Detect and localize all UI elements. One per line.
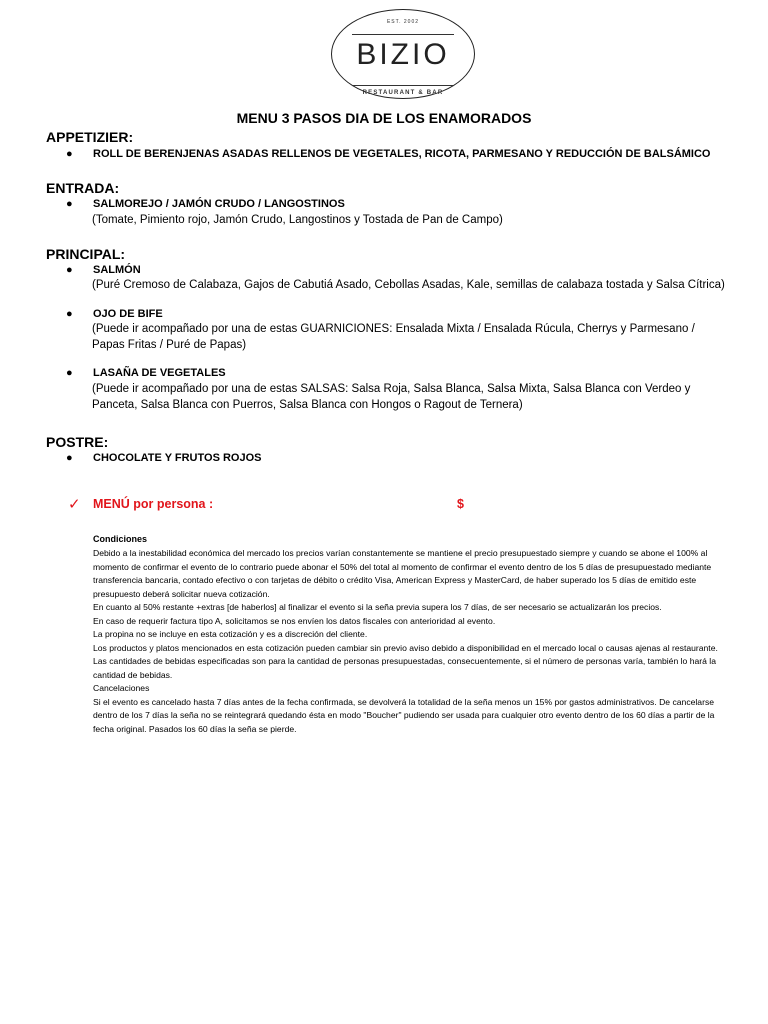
menu-item-description: (Puede ir acompañado por una de estas GUARNICIONES: Ensalada Mixta / Ensalada Rúcula, Cherrys y Parmesano / Papas Fritas / Puré de Papas) [92,323,695,351]
menu-item-description: (Puede ir acompañado por una de estas SALSAS: Salsa Roja, Salsa Blanca, Salsa Mixta, Salsa Blanca con Verdeo y Panceta, Salsa Blanca con Puerros, Salsa Blanca con Hongos o Ragout de Ternera) [92,383,691,411]
logo-divider [352,34,454,35]
bullet: ● [66,148,73,160]
price-currency: $ [457,497,464,511]
logo-subtitle: RESTAURANT & BAR [362,90,444,96]
menu-item-name: ROLL DE BERENJENAS ASADAS RELLENOS DE VEGETALES, RICOTA, PARMESANO Y REDUCCIÓN DE BALSÁMICO [93,148,711,160]
price-label: MENÚ por persona : [93,497,214,511]
section-heading-appetizer: APPETIZIER: [46,129,134,145]
menu-item-description: (Puré Cremoso de Calabaza, Gajos de Cabutiá Asado, Cebollas Asadas, Kale, semillas de calabaza tostada y Salsa Cítrica) [92,279,725,291]
checkmark-icon: ✓ [68,496,81,513]
menu-item-name: SALMOREJO / JAMÓN CRUDO / LANGOSTINOS [93,198,345,210]
page-title: MENU 3 PASOS DIA DE LOS ENAMORADOS [236,110,532,126]
conditions-paragraph: Los productos y platos mencionados en esta cotización pueden cambiar sin previo aviso debido a disponibilidad en el mercado local o causas ajenas al restaurante. Las cantidades de bebidas especificadas son para la cantidad de personas presupuestadas, consecuentemente, si el número de personas varía, también lo hará la cantidad de bebidas. [93,642,718,680]
logo-name: BIZIO [356,38,450,71]
conditions-paragraph: Debido a la inestabilidad económica del mercado los precios varían constantemente se mantiene el precio presupuestado siempre y cuando se abone el 100% al momento de confirmar el evento de lo contrario puede abonar el 50% del total al momento de confirmar el evento dentro de los 5 días de presupuestado mediante transferencia bancaria, contado efectivo o con tarjetas de débito o crédito Visa, American Express y MasterCard, de haber superado los 5 días de emitido este presupuesto deberá solicitar nueva cotización. [93,548,712,599]
menu-item-name: LASAÑA DE VEGETALES [93,367,226,379]
conditions-paragraph: Si el evento es cancelado hasta 7 días antes de la fecha confirmada, se devolverá la totalidad de la seña menos un 15% por gastos administrativos. De cancelarse dentro de los 7 días la seña no se reintegrará quedando ésta en modo "Boucher" pudiendo ser usada para cualquier otro evento dentro de los 60 días a partir de la fecha original. Pasados los 60 días la seña se pierde. [93,696,715,734]
menu-item-description: (Tomate, Pimiento rojo, Jamón Crudo, Langostinos y Tostada de Pan de Campo) [92,214,503,226]
bullet: ● [66,264,73,276]
conditions-paragraph: En caso de requerir factura tipo A, solicitamos se nos envíen los datos fiscales con anterioridad al evento. [93,615,496,626]
section-heading-principal: PRINCIPAL: [46,246,126,262]
menu-item-name: SALMÓN [93,264,141,276]
cancellations-heading: Cancelaciones [93,683,150,693]
bullet: ● [66,308,73,320]
section-heading-postre: POSTRE: [46,434,109,450]
menu-item-name: CHOCOLATE Y FRUTOS ROJOS [93,452,262,464]
conditions-paragraph: La propina no se incluye en esta cotización y es a discreción del cliente. [93,629,368,639]
logo-established: EST. 2002 [386,19,420,25]
menu-item-name: OJO DE BIFE [93,308,163,320]
restaurant-logo [331,9,475,99]
bullet: ● [66,452,73,464]
section-heading-entrada: ENTRADA: [46,180,120,196]
conditions-paragraph: En cuanto al 50% restante +extras [de haberlos] al finalizar el evento si la seña previa supera los 7 días, de ser necesario se actualizarán los precios. [93,602,662,612]
bullet: ● [66,198,73,210]
conditions-text [93,547,723,736]
conditions-title: Condiciones [93,534,148,544]
logo-divider [352,85,454,86]
bullet: ● [66,367,73,379]
